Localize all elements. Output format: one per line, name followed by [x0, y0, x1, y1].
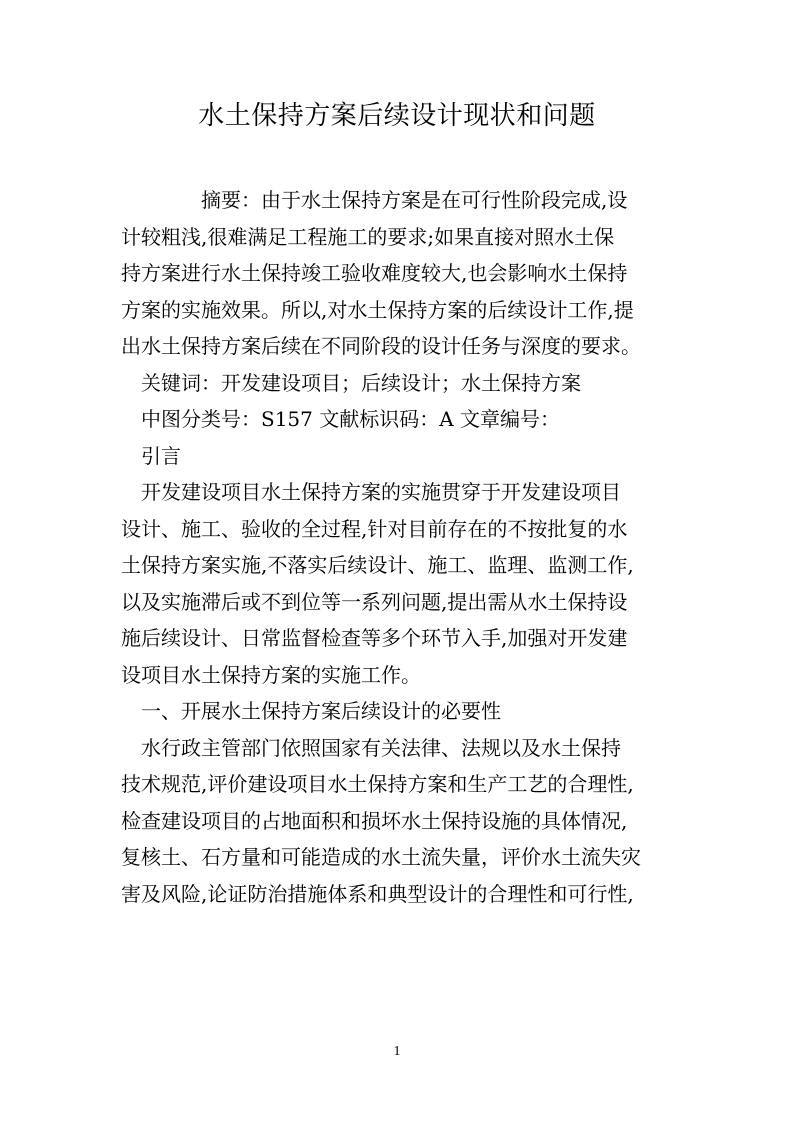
- text-line: 关键词：开发建设项目；后续设计；水土保持方案: [121, 370, 581, 395]
- text-line: 施后续设计、日常监督检查等多个环节入手,加强对开发建: [121, 626, 628, 650]
- text-line: 以及实施滞后或不到位等一系列问题,提出需从水土保持设: [121, 589, 628, 614]
- text-line: 水行政主管部门依照国家有关法律、法规以及水土保持: [121, 735, 621, 760]
- text-line: 设项目水土保持方案的实施工作。: [121, 662, 421, 687]
- text-line: 引言: [121, 443, 181, 468]
- text-line: 土保持方案实施,不落实后续设计、施工、监理、监测工作,: [121, 553, 634, 577]
- text-line: 技术规范,评价建设项目水土保持方案和生产工艺的合理性,: [121, 772, 634, 796]
- text-line: 计较粗浅,很难满足工程施工的要求;如果直接对照水土保: [121, 224, 615, 249]
- text-line: 摘要：由于水土保持方案是在可行性阶段完成,设: [121, 188, 628, 212]
- text-line: 害及风险,论证防治措施体系和典型设计的合理性和可行性,: [121, 881, 634, 906]
- text-line: 检查建设项目的占地面积和损坏水土保持设施的具体情况,: [121, 808, 628, 833]
- text-line: 持方案进行水土保持竣工验收难度较大,也会影响水土保持: [121, 261, 628, 285]
- text-line: 方案的实施效果。所以,对水土保持方案的后续设计工作,提: [121, 297, 634, 322]
- text-line: 复核土、石方量和可能造成的水土流失量，评价水土流失灾: [121, 845, 641, 869]
- document-title: 水土保持方案后续设计现状和问题: [198, 101, 596, 131]
- document-body: [121, 182, 683, 912]
- text-line: 一、开展水土保持方案后续设计的必要性: [121, 699, 501, 723]
- text-line: 开发建设项目水土保持方案的实施贯穿于开发建设项目: [121, 480, 621, 504]
- text-line: 中图分类号：S157 文献标识码：A 文章编号：: [121, 407, 561, 431]
- text-line: 设计、施工、验收的全过程,针对目前存在的不按批复的水: [121, 516, 628, 541]
- page-number: 1: [393, 1044, 401, 1059]
- text-line: 出水土保持方案后续在不同阶段的设计任务与深度的要求。: [121, 334, 641, 358]
